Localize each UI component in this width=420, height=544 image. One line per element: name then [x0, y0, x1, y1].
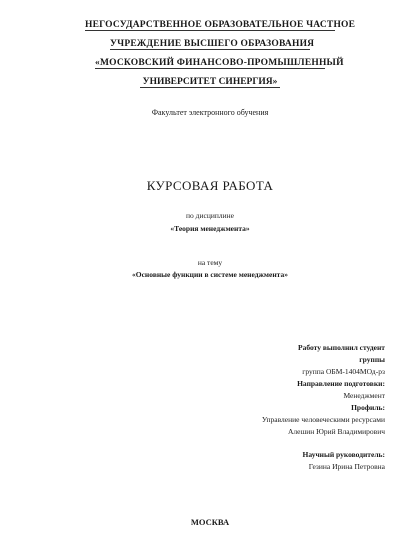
discipline-name: «Теория менеджмента» [170, 224, 250, 233]
city: МОСКВА [190, 517, 230, 527]
topic-prefix: на тему [197, 258, 223, 267]
faculty-name: Факультет электронного обучения [151, 108, 269, 117]
discipline-prefix: по дисциплине [186, 211, 234, 220]
author-direction-label: Направление подготовки: [297, 379, 385, 388]
header-line-1: НЕГОСУДАРСТВЕННОЕ ОБРАЗОВАТЕЛЬНОЕ ЧАСТНОЕ [85, 20, 356, 30]
author-line-2: группы [359, 355, 385, 364]
author-group: группа ОБМ-1404МОд-рз [302, 367, 385, 376]
supervisor-name: Гезина Ирина Петровна [308, 462, 385, 471]
header-line-2: УЧРЕЖДЕНИЕ ВЫСШЕГО ОБРАЗОВАНИЯ [110, 39, 315, 49]
header-line-4: УНИВЕРСИТЕТ СИНЕРГИЯ» [140, 77, 280, 88]
author-profile: Управление человеческими ресурсами [261, 415, 385, 424]
topic-name: «Основные функции в системе менеджмента» [132, 270, 288, 279]
author-line-1: Работу выполнил студент [298, 343, 385, 352]
author-name: Алешин Юрий Владимирович [287, 427, 385, 436]
author-direction: Менеджмент [343, 391, 385, 400]
header-line-3: «МОСКОВСКИЙ ФИНАНСОВО-ПРОМЫШЛЕННЫЙ [95, 58, 344, 68]
document-title: КУРСОВАЯ РАБОТА [146, 178, 274, 193]
author-profile-label: Профиль: [351, 403, 385, 412]
supervisor-label: Научный руководитель: [302, 450, 385, 459]
